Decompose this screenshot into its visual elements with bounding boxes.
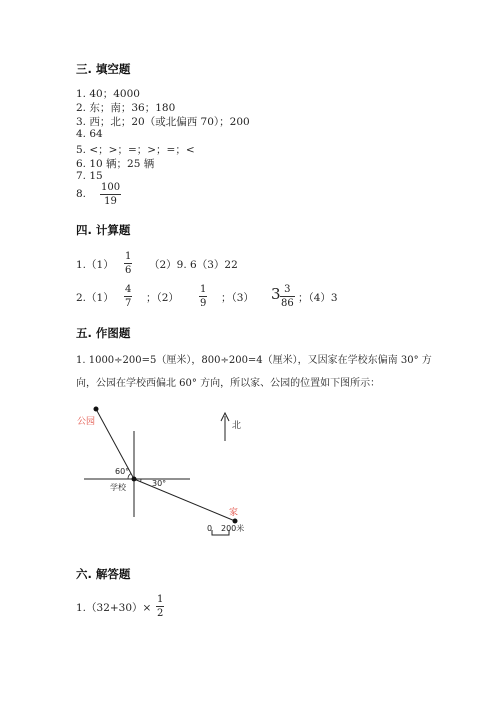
fraction-denominator: 86	[281, 298, 294, 309]
scale-zero-label: 0	[207, 524, 213, 533]
section4-q1-rest: （2）9. 6（3）22	[149, 259, 238, 271]
home-angle-label: 30°	[152, 479, 167, 488]
school-label: 学校	[110, 483, 126, 492]
north-label: 北	[232, 421, 242, 431]
fraction-numerator: 1	[125, 251, 132, 262]
school-to-home-line	[134, 479, 235, 521]
section4-q2-label: 2.（1）	[76, 292, 114, 304]
fraction-numerator: 3	[284, 284, 291, 295]
scale-distance-label: 200米	[221, 524, 245, 533]
section5-line-2: 向，公园在学校西偏北 60° 方向，所以家、公园的位置如下图所示：	[76, 378, 381, 389]
section3-title: 三. 填空题	[76, 62, 131, 76]
park-label: 公园	[77, 417, 96, 427]
home-label: 家	[229, 508, 239, 518]
home-point	[233, 519, 238, 524]
section4-title: 四. 计算题	[76, 223, 131, 237]
section6-q1-fraction	[156, 594, 164, 619]
section3-line-5: 5. <；>；=；>；=；<	[76, 144, 195, 156]
fraction-numerator: 1	[200, 284, 207, 295]
park-point	[94, 407, 99, 412]
section4-q2-rest: ；（4）3	[298, 292, 338, 304]
section4-q2-mixed-whole: 3	[271, 285, 281, 303]
section3-line-2: 2. 东；南；36；180	[76, 102, 176, 114]
fraction-numerator: 4	[125, 284, 132, 295]
section5-line-1: 1. 1000÷200=5（厘米），800÷200=4（厘米），又因家在学校东偏南 30° 方	[76, 355, 432, 366]
fraction-denominator: 9	[200, 298, 207, 309]
fraction-denominator: 7	[125, 298, 132, 309]
section3-line-6: 6. 10 辆；25 辆	[76, 158, 155, 170]
fraction-denominator: 6	[125, 265, 132, 276]
section4-q2-sep-1: ；（2）	[146, 292, 179, 304]
fraction-denominator: 19	[104, 196, 117, 207]
section3-line-4: 4. 64	[76, 128, 103, 140]
section4-q2-sep-2: ；（3）	[221, 292, 254, 304]
fraction-numerator: 1	[157, 594, 164, 605]
section3-line-3: 3. 西；北；20（或北偏西 70）；200	[76, 116, 250, 128]
school-point	[132, 477, 137, 482]
section3-line-7: 7. 15	[76, 170, 103, 182]
park-angle-label: 60°	[115, 467, 130, 476]
section4-q1-label: 1.（1）	[76, 259, 114, 271]
fraction-denominator: 2	[157, 608, 164, 619]
fraction-numerator: 100	[101, 182, 121, 193]
section3-item8-label: 8.	[76, 188, 87, 200]
section3-line-1: 1. 40；4000	[76, 88, 140, 100]
section6-title: 六. 解答题	[76, 567, 131, 581]
section6-q1-label: 1.（32+30）×	[76, 602, 152, 614]
section5-title: 五. 作图题	[76, 326, 131, 340]
